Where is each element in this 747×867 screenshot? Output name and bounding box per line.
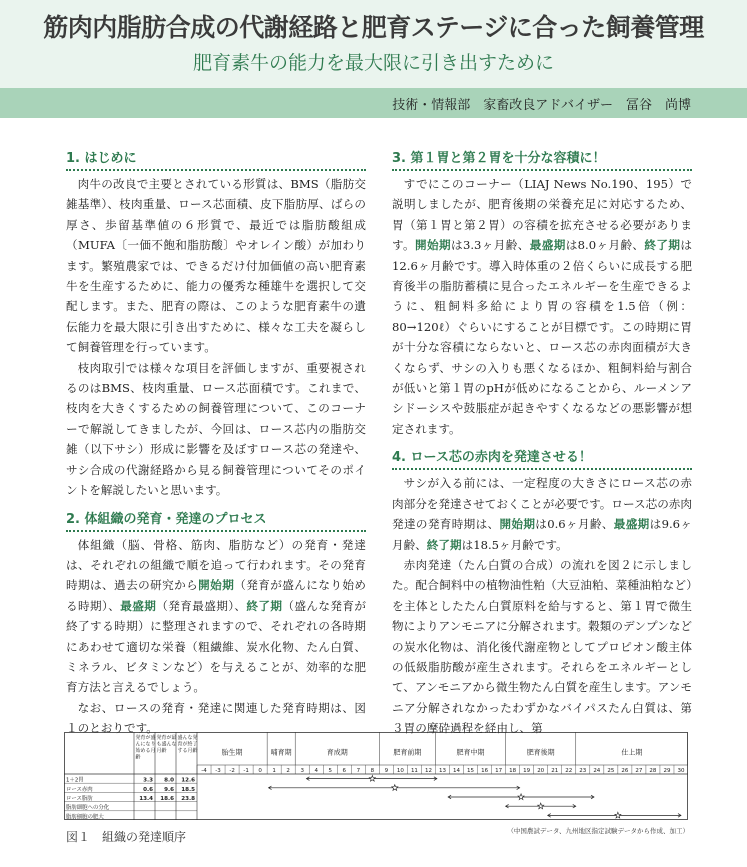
value-column-header: 始める月 xyxy=(135,748,156,754)
row-value: 12.6 xyxy=(181,777,195,784)
stage-label: 肥育後期 xyxy=(526,748,555,757)
value-column-header: する月齢 xyxy=(177,748,198,754)
figure-caption: 図１ 組織の発達順序 xyxy=(66,830,187,844)
keyword-end: 終了期 xyxy=(246,598,283,613)
section-1-paragraph-1: 肉牛の改良で主要とされている形質は、BMS（脂肪交雑基準）、枝肉重量、ロース芯面積、皮下脂肪厚、ばらの厚さ、歩留基準値の６形質で、最近では脂肪酸組成（MUFA〔一価不飽和脂肪酸〕やオレイン酸）が加わります。繁殖農家では、できるだけ付加価値の高い肥育素牛を生産するために、能力の優秀な種雄牛を選択して交配します。また、肥育の際は、このような肥育素牛の遺伝能力を最大限に引き出すために、様々な工夫を凝らして飼養管理を行っています。 xyxy=(66,177,366,355)
value-column-header: も盛んな xyxy=(156,741,177,748)
month-label: 9 xyxy=(384,768,389,774)
stage-label: 仕上期 xyxy=(621,748,643,757)
month-label: 21 xyxy=(551,768,559,774)
month-label: 29 xyxy=(663,768,671,774)
stage-label: 哺育期 xyxy=(270,748,292,757)
value-column-header: 発育が最 xyxy=(156,735,177,741)
page-subtitle: 肥育素牛の能力を最大限に引き出すために xyxy=(192,52,554,74)
month-label: -1 xyxy=(243,768,249,774)
month-label: 1 xyxy=(272,768,276,774)
month-label: 2 xyxy=(286,768,290,774)
text-run: は18.5ヶ月齢です。 xyxy=(461,537,568,552)
row-label: ロース脂肪 xyxy=(66,796,93,802)
peak-star-marker xyxy=(518,794,524,800)
month-label: 6 xyxy=(342,768,347,774)
row-value: 13.4 xyxy=(139,796,153,802)
text-run: （盛んな発育が終了する時期）に整理されますので、それぞれの各時期にあわせて適切な栄養（粗繊維、炭水化物、たん白質、ミネラル、ビタミンなど）を与えることが、効率的な肥育方法と言えるでしょう。 xyxy=(66,598,366,695)
left-column xyxy=(66,150,366,739)
month-label: 15 xyxy=(467,768,475,774)
figure-source: （中国農試データ、九州地区指定試験データから作成、加工） xyxy=(507,827,689,835)
month-label: -2 xyxy=(229,768,235,774)
month-label: 18 xyxy=(509,768,517,774)
month-label: 26 xyxy=(621,768,629,774)
text-run: は8.0ヶ月齢、 xyxy=(565,238,645,253)
keyword-end: 終了期 xyxy=(426,537,462,552)
month-label: 7 xyxy=(356,768,361,774)
author-band xyxy=(0,88,747,118)
month-label: 20 xyxy=(537,768,545,774)
section-3-paragraph-1 xyxy=(392,174,692,439)
value-column-header: 盛んな発 xyxy=(177,735,198,741)
month-label: 0 xyxy=(258,768,262,774)
row-value: 3.3 xyxy=(143,777,153,784)
keyword-start: 開始期 xyxy=(198,578,235,593)
text-run: （発育が盛んになり始める時期）、 xyxy=(66,578,366,613)
text-run: は12.6ヶ月齢です。導入時体重の２倍くらいに成長する肥育後半の脂肪蓄積に見合ったエネルギーを生産できるように、粗飼料多給により胃の容積を1.5倍（例：80→120ℓ）ぐらいにすることが目標です。この時期に胃が十分な容積にならないと、ロース芯の赤肉面積が大きくならず、サシの入りも悪くなるほか、粗飼料給与割合が低いと第１胃のpHが低めになることから、ルーメンアシドーシスや鼓脹症が起きやすくなるなどの悪影響が想定されます。 xyxy=(392,238,692,436)
month-label: 27 xyxy=(635,768,643,774)
text-run: は3.3ヶ月齢、 xyxy=(451,238,530,253)
row-label: 1＋2胃 xyxy=(66,777,84,784)
value-column-header: 齢 xyxy=(135,754,141,761)
page-title: 筋肉内脂肪合成の代謝経路と肥育ステージに合った飼養管理 xyxy=(43,13,704,42)
month-label: -4 xyxy=(201,768,207,774)
peak-star-marker xyxy=(538,803,544,809)
keyword-peak: 最盛期 xyxy=(120,598,157,613)
row-value: 18.6 xyxy=(160,796,174,802)
keyword-peak: 最盛期 xyxy=(613,517,650,532)
text-run: は0.6ヶ月齢、 xyxy=(535,517,614,532)
stage-label: 胎生期 xyxy=(221,748,243,757)
month-label: 19 xyxy=(523,768,531,774)
month-label: 14 xyxy=(453,768,461,774)
text-run: サシが入る前には、一定程度の大きさにロース芯の赤肉部分を発達させておくことが必要です。ロース芯の赤肉発達の発育時期は、 xyxy=(392,476,692,532)
month-label: -3 xyxy=(215,768,221,774)
peak-star-marker xyxy=(369,775,375,781)
stage-label: 育成期 xyxy=(326,748,348,757)
month-label: 23 xyxy=(579,768,587,774)
section-2-paragraph-2: なお、ロースの発育・発達に関連した発育時期は、図１のとおりです。 xyxy=(66,700,366,736)
section-1-paragraph-2: 枝肉取引では様々な項目を評価しますが、重要視されるのはBMS、枝肉重量、ロース芯面積です。これまで、枝肉を大きくするための飼養管理について、このコーナーで解説してきましたが、今回は、ロース芯内の脂肪交雑（以下サシ）形成に影響を及ぼすロース芯の発達や、サシ合成の代謝経路から見る飼養管理についてそのポイントを解説したいと思います。 xyxy=(66,360,366,498)
row-value: 23.8 xyxy=(181,796,195,802)
keyword-start: 開始期 xyxy=(499,517,536,532)
text-run: は9.6ヶ月齢、 xyxy=(392,517,692,552)
month-label: 13 xyxy=(439,768,446,774)
row-label: 脂肪細胞への分化 xyxy=(66,805,110,812)
text-run: （発育最盛期）、 xyxy=(156,598,247,613)
peak-star-marker xyxy=(392,785,398,791)
month-label: 11 xyxy=(410,768,418,774)
header xyxy=(0,0,747,88)
row-value: 0.6 xyxy=(143,786,153,793)
right-column xyxy=(392,150,692,739)
month-label: 3 xyxy=(300,768,304,774)
month-label: 25 xyxy=(607,768,615,774)
section-4-heading: 4. ロース芯の赤肉を発達させる！ xyxy=(392,449,692,470)
month-label: 28 xyxy=(649,768,657,774)
stage-label: 肥育中期 xyxy=(456,748,485,757)
section-3-heading: 3. 第１胃と第２胃を十分な容積に！ xyxy=(392,150,692,171)
month-label: 24 xyxy=(593,768,601,774)
section-4-paragraph-2: 赤肉発達（たん白質の合成）の流れを図２に示しました。配合飼料中の植物油性粕（大豆油粕、菜種油粕など）を主体としたたん白質原料を給与すると、第１胃で微生物によりアンモニアに分解されます。穀類のデンプンなどの炭水化物は、消化後代謝産物としてプロピオン酸主体の低級脂肪酸が産生されます。それらをエネルギーとして、アンモニアから微生物たん白質を産生します。アンモニア分解されなかったわずかなバイパスたん白質は、第３胃の摩砕過程を経由し、第 xyxy=(392,557,692,736)
month-label: 12 xyxy=(424,768,432,774)
keyword-end: 終了期 xyxy=(644,238,681,253)
section-2-heading: 2. 体組織の発育・発達のプロセス xyxy=(66,511,366,532)
keyword-start: 開始期 xyxy=(415,238,451,253)
section-1-heading: 1. はじめに xyxy=(66,150,366,171)
month-label: 17 xyxy=(495,768,503,774)
peak-star-marker xyxy=(615,812,621,818)
month-label: 10 xyxy=(396,768,404,774)
row-value: 9.6 xyxy=(164,786,174,793)
text-run: 体組織（脳、骨格、筋肉、脂肪など）の発育・発達は、それぞれの組織で順を追って行われます。その発育時期は、過去の研究から xyxy=(66,537,366,593)
month-label: 4 xyxy=(314,768,318,774)
value-column-header: 発育が盛 xyxy=(135,735,156,741)
keyword-peak: 最盛期 xyxy=(529,238,566,253)
row-value: 18.5 xyxy=(181,786,195,793)
month-label: 22 xyxy=(565,768,573,774)
value-column-header: んになり xyxy=(135,741,156,748)
section-4-paragraph-1 xyxy=(392,473,692,555)
row-label: 脂肪細胞の肥大 xyxy=(66,814,104,820)
row-label: ロース赤肉 xyxy=(66,786,93,793)
month-label: 5 xyxy=(328,768,333,774)
text-run: すでにこのコーナー（LIAJ News No.190、195）で説明しましたが、肥育後期の栄養充足に対応するため、胃（第１胃と第２胃）の容積を拡充させる必要があります。 xyxy=(392,177,692,253)
stage-label: 肥育前期 xyxy=(393,748,422,757)
month-label: 8 xyxy=(370,768,375,774)
value-column-header: 育が終了 xyxy=(177,741,198,748)
value-column-header: 月齢 xyxy=(156,748,167,754)
month-label: 30 xyxy=(677,768,685,774)
month-label: 16 xyxy=(481,768,489,774)
section-2-paragraph-1 xyxy=(66,535,366,698)
row-value: 8.0 xyxy=(164,777,174,784)
development-order-chart xyxy=(64,732,688,820)
author-line: 技術・情報部 家畜改良アドバイザー 冨谷 尚博 xyxy=(392,98,691,113)
